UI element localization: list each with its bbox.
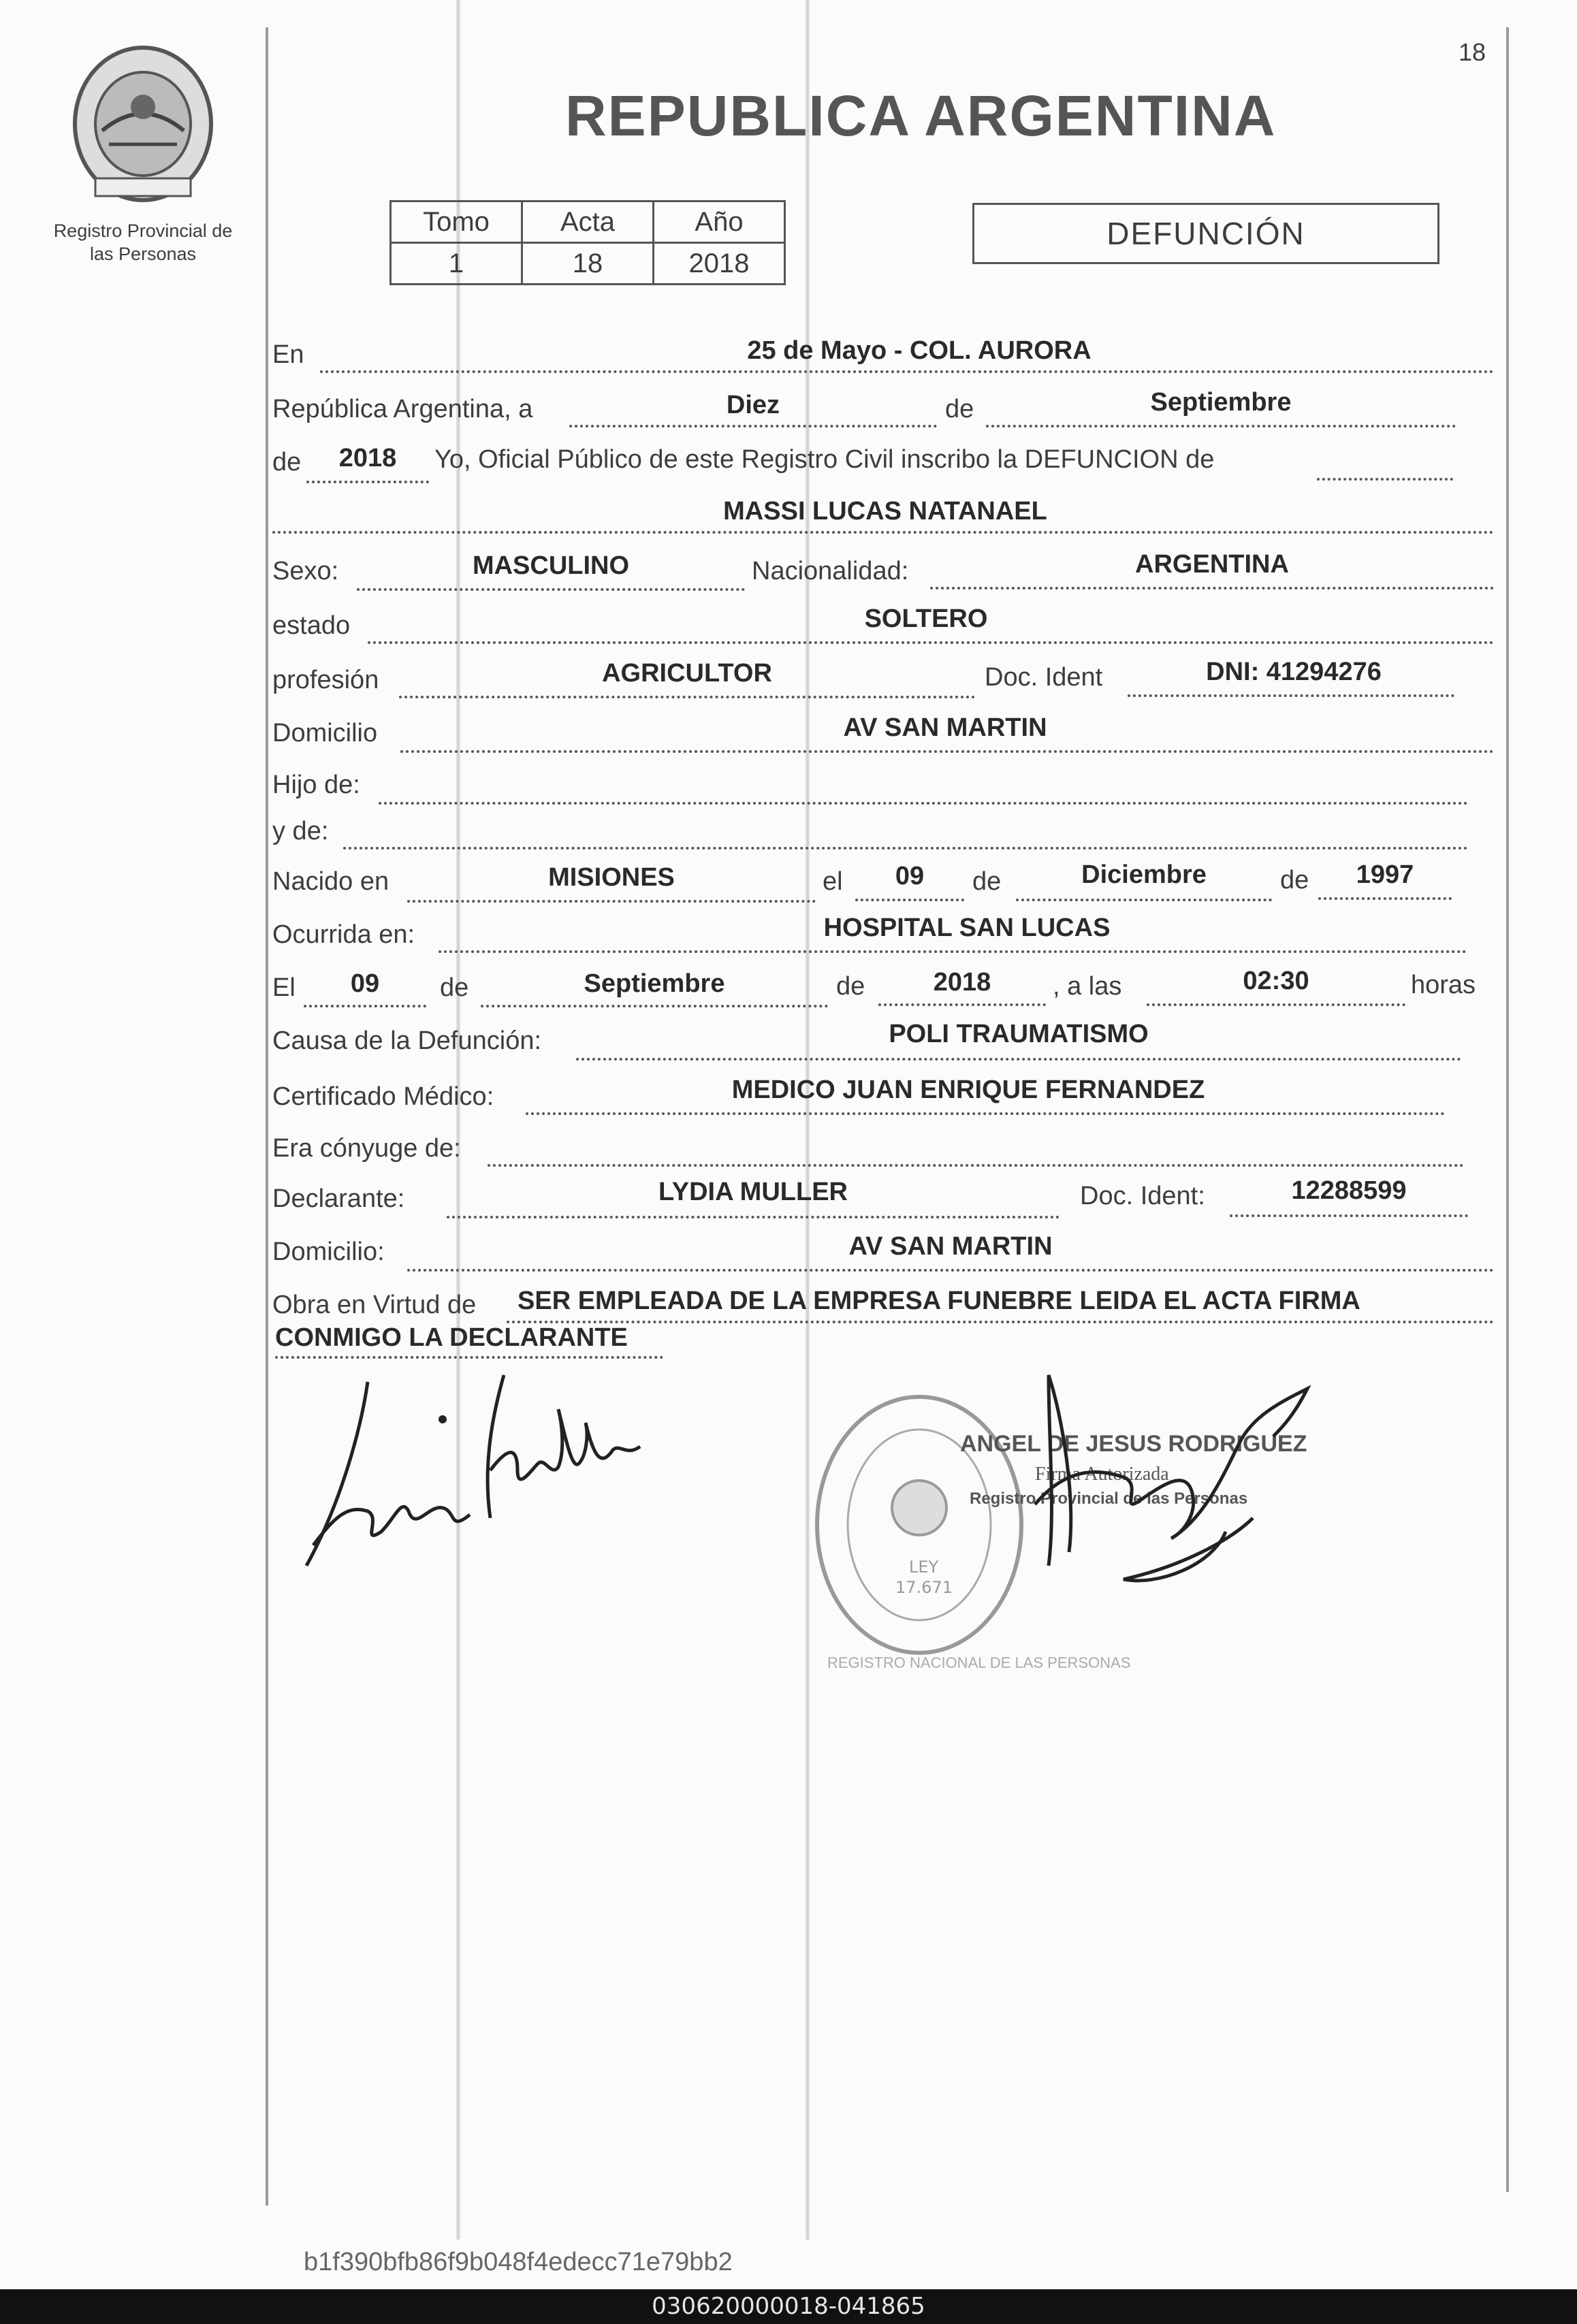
obra-value-line1: SER EMPLEADA DE LA EMPRESA FUNEBRE LEIDA EL ACTA FIRMA — [517, 1287, 1360, 1315]
estado-dots — [368, 641, 1494, 644]
de-label-6: de — [836, 972, 865, 1001]
year-value: 2018 — [338, 444, 397, 472]
declarante-domicilio-value: AV SAN MARTIN — [848, 1232, 1053, 1261]
death-month: Septiembre — [584, 969, 725, 998]
left-margin-line — [266, 27, 268, 2206]
tomo-value: 1 — [391, 243, 522, 285]
conyuge-label: Era cónyuge de: — [272, 1134, 461, 1163]
hijo-dots — [379, 802, 1468, 805]
estado-label: estado — [272, 611, 351, 640]
declarante-domicilio-label: Domicilio: — [272, 1238, 385, 1266]
birth-month-dots — [1016, 899, 1272, 901]
nacido-label: Nacido en — [272, 867, 389, 896]
province-emblem — [68, 42, 218, 206]
ocurrida-dots — [439, 950, 1467, 953]
el-label-1: el — [823, 867, 843, 896]
officer-role: Firma Autorizada — [1035, 1464, 1169, 1485]
profesion-value: AGRICULTOR — [602, 659, 772, 688]
doc-ident-value: DNI: 41294276 — [1206, 658, 1382, 686]
officer-name: ANGEL DE JESUS RODRIGUEZ — [960, 1431, 1307, 1457]
nacido-dots — [407, 900, 816, 903]
estado-value: SOLTERO — [864, 604, 988, 633]
yde-label: y de: — [272, 817, 329, 845]
anio-header: Año — [654, 201, 785, 243]
death-day-dots — [304, 1005, 426, 1007]
nacionalidad-dots — [930, 587, 1494, 590]
en-label: En — [272, 340, 304, 369]
page-title: REPUBLICA ARGENTINA — [565, 84, 1277, 148]
inscribo-dots — [1317, 478, 1453, 481]
obra-value-line2: CONMIGO LA DECLARANTE — [275, 1323, 628, 1352]
fold-line-left — [456, 0, 460, 2240]
declarante-doc-label: Doc. Ident: — [1080, 1182, 1205, 1210]
registry-line-1: Registro Provincial de — [53, 221, 233, 241]
anio-value: 2018 — [654, 243, 785, 285]
nacionalidad-label: Nacionalidad: — [752, 557, 909, 585]
death-year: 2018 — [933, 968, 991, 997]
yde-dots — [343, 847, 1468, 850]
death-month-dots — [481, 1005, 828, 1007]
de-label-1: de — [945, 395, 974, 423]
birth-day: 09 — [895, 862, 925, 890]
document-type-box: DEFUNCIÓN — [972, 203, 1439, 264]
rep-label: República Argentina, a — [272, 395, 533, 423]
year-dots — [306, 481, 429, 483]
obra-label: Obra en Virtud de — [272, 1291, 477, 1319]
causa-dots — [576, 1058, 1461, 1061]
officer-office: Registro Provincial de las Personas — [970, 1489, 1248, 1508]
day-dots — [569, 425, 937, 427]
sexo-value: MASCULINO — [472, 551, 630, 580]
profesion-dots — [399, 696, 975, 698]
declarant-signature — [286, 1368, 695, 1593]
ocurrida-label: Ocurrida en: — [272, 920, 415, 949]
death-day: 09 — [350, 969, 380, 998]
seal-ring-text: REGISTRO NACIONAL DE LAS PERSONAS — [827, 1654, 1131, 1671]
declarante-label: Declarante: — [272, 1184, 405, 1213]
ocurrida-value: HOSPITAL SAN LUCAS — [823, 914, 1111, 942]
conyuge-dots — [488, 1164, 1464, 1167]
declarante-value: LYDIA MULLER — [658, 1178, 848, 1206]
obra-dots-2 — [275, 1356, 663, 1359]
inscribo-text: Yo, Oficial Público de este Registro Civil inscribo la DEFUNCION de — [434, 445, 1215, 474]
seal-ley: LEY — [909, 1558, 939, 1577]
doc-ident-dots — [1128, 694, 1454, 697]
death-time: 02:30 — [1243, 967, 1309, 995]
certificado-value: MEDICO JUAN ENRIQUE FERNANDEZ — [731, 1076, 1205, 1104]
official-seal — [807, 1389, 1032, 1661]
seal-number: 17.671 — [895, 1578, 953, 1597]
domicilio-label: Domicilio — [272, 719, 378, 747]
acta-value: 18 — [522, 243, 654, 285]
nacionalidad-value: ARGENTINA — [1135, 550, 1289, 579]
birth-month: Diciembre — [1081, 860, 1207, 889]
birth-year: 1997 — [1356, 860, 1414, 889]
domicilio-value: AV SAN MARTIN — [843, 713, 1047, 742]
right-margin-line — [1506, 27, 1509, 2192]
domicilio-dots — [400, 750, 1494, 753]
record-table — [389, 200, 786, 285]
declarante-dots — [447, 1216, 1060, 1219]
doc-ident-label: Doc. Ident — [985, 663, 1103, 692]
acta-header: Acta — [522, 201, 654, 243]
birth-day-dots — [855, 899, 964, 901]
de-label-2: de — [272, 448, 302, 477]
de-label-4: de — [1280, 866, 1309, 894]
birth-year-dots — [1318, 897, 1452, 900]
alas-label: , a las — [1053, 972, 1122, 1001]
sexo-label: Sexo: — [272, 557, 339, 585]
de-label-5: de — [440, 973, 469, 1002]
month-dots — [986, 425, 1456, 427]
registry-line-2: las Personas — [89, 244, 197, 264]
horas-label: horas — [1411, 971, 1476, 999]
death-year-dots — [878, 1003, 1046, 1006]
declarante-doc-value: 12288599 — [1291, 1176, 1407, 1205]
el-label-2: El — [272, 973, 296, 1002]
day-value: Diez — [726, 391, 780, 419]
month-value: Septiembre — [1150, 388, 1292, 417]
certificado-label: Certificado Médico: — [272, 1082, 494, 1111]
profesion-label: profesión — [272, 666, 379, 694]
hash-code: b1f390bfb86f9b048f4edecc71e79bb2 — [304, 2248, 733, 2276]
footer-code: 030620000018-041865 — [0, 2289, 1577, 2324]
declarante-domicilio-dots — [407, 1269, 1494, 1272]
declarante-doc-dots — [1230, 1214, 1468, 1217]
deceased-name: MASSI LUCAS NATANAEL — [723, 497, 1047, 526]
en-dots — [320, 370, 1494, 373]
certificado-dots — [526, 1112, 1445, 1115]
de-label-3: de — [972, 867, 1002, 896]
sexo-dots — [357, 588, 745, 591]
causa-label: Causa de la Defunción: — [272, 1027, 542, 1055]
obra-dots-1 — [507, 1321, 1494, 1323]
hijo-label: Hijo de: — [272, 771, 360, 799]
en-value: 25 de Mayo - COL. AURORA — [747, 336, 1092, 365]
causa-value: POLI TRAUMATISMO — [889, 1020, 1149, 1048]
name-dots — [272, 531, 1494, 534]
page-number: 18 — [1459, 38, 1486, 66]
death-time-dots — [1147, 1003, 1405, 1006]
nacido-value: MISIONES — [548, 863, 675, 892]
officer-signature — [1008, 1361, 1362, 1607]
tomo-header: Tomo — [391, 201, 522, 243]
